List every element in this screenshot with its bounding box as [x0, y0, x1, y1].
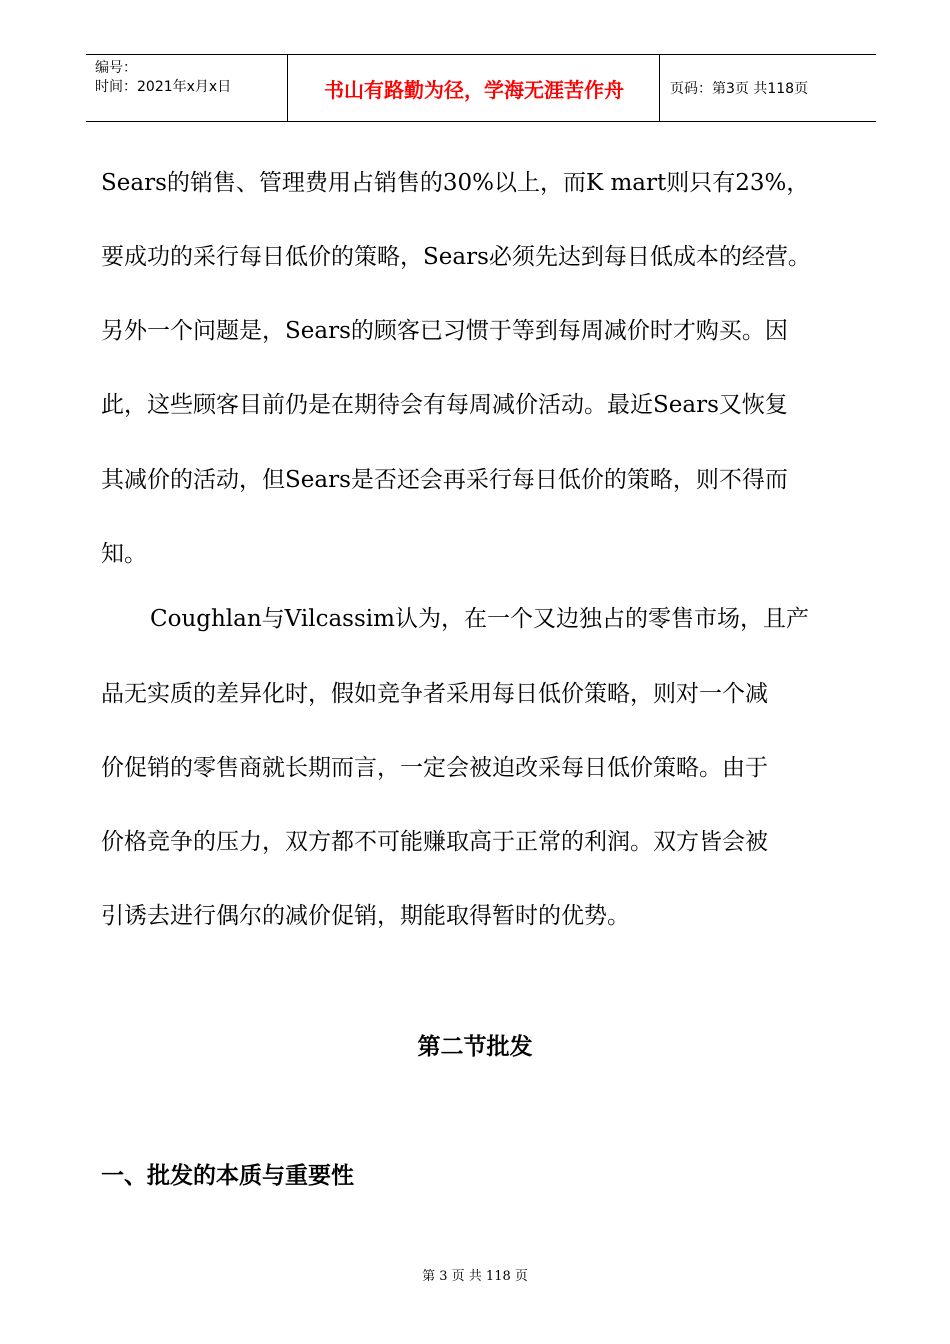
- body-line: 价格竞争的压力，双方都不可能赚取高于正常的利润。双方皆会被: [101, 829, 768, 855]
- body-line: 知。: [101, 541, 147, 567]
- body-line: 引诱去进行偶尔的减价促销，期能取得暂时的优势。: [101, 903, 630, 929]
- body-line: 另外一个问题是，Sears的顾客已习惯于等到每周减价时才购买。因: [101, 318, 788, 344]
- header-motto-cell: [288, 55, 660, 121]
- document-time-label: 时间：2021年x月x日: [95, 79, 232, 95]
- header-meta-cell: [86, 55, 288, 121]
- header-table: [86, 54, 876, 122]
- body-line: 要成功的采行每日低价的策略，Sears必须先达到每日低成本的经营。: [101, 244, 811, 270]
- section-title: 第二节批发: [417, 1034, 533, 1060]
- body-line: Coughlan与Vilcassim认为，在一个又边独占的零售市场，且产: [150, 606, 809, 632]
- header-motto: 书山有路勤为径，学海无涯苦作舟: [324, 78, 624, 102]
- page-footer: 第 3 页 共 118 页: [422, 1269, 528, 1284]
- subheading: 一、批发的本质与重要性: [101, 1163, 354, 1189]
- header-page-cell: [660, 55, 876, 121]
- body-line: Sears的销售、管理费用占销售的30%以上，而K mart则只有23%，: [101, 170, 810, 196]
- body-line: 品无实质的差异化时，假如竞争者采用每日低价策略，则对一个减: [101, 681, 768, 707]
- body-line: 价促销的零售商就长期而言，一定会被迫改采每日低价策略。由于: [101, 755, 768, 781]
- document-number-label: 编号：: [95, 60, 137, 76]
- body-line: 其减价的活动，但Sears是否还会再采行每日低价的策略，则不得而: [101, 467, 788, 493]
- body-line: 此，这些顾客目前仍是在期待会有每周减价活动。最近Sears又恢复: [101, 392, 788, 418]
- header-page-code: 页码：第3页 共118页: [670, 81, 809, 97]
